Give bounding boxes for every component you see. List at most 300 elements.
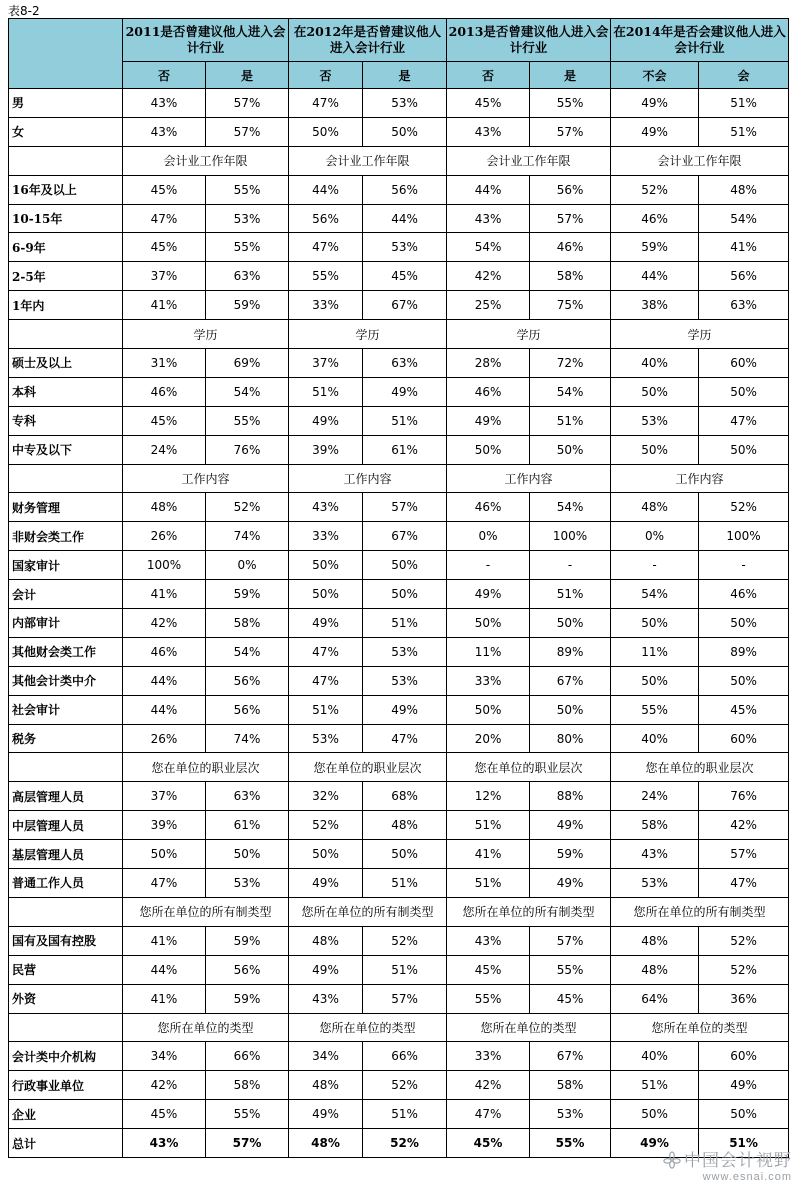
value-cell: 37% [123, 262, 206, 291]
value-cell: 50% [289, 551, 363, 580]
value-cell: 63% [363, 349, 447, 378]
table-row [9, 695, 789, 724]
value-cell: 46% [447, 377, 530, 406]
value-cell: 52% [699, 955, 789, 984]
value-cell: 50% [289, 117, 363, 146]
value-cell: 52% [611, 175, 699, 204]
value-cell: 55% [206, 1100, 289, 1129]
row-label: 内部审计 [9, 609, 123, 638]
value-cell: 31% [123, 349, 206, 378]
section-title: 您在单位的职业层次 [447, 753, 611, 782]
value-cell: 67% [363, 291, 447, 320]
value-cell: 45% [123, 233, 206, 262]
value-cell: 58% [611, 811, 699, 840]
value-cell: 58% [206, 609, 289, 638]
value-cell: 37% [123, 782, 206, 811]
value-cell: 67% [363, 522, 447, 551]
value-cell: 68% [363, 782, 447, 811]
section-title: 学历 [447, 320, 611, 349]
row-label: 财务管理 [9, 493, 123, 522]
value-cell: 42% [699, 811, 789, 840]
value-cell: 50% [611, 435, 699, 464]
value-cell: 45% [123, 175, 206, 204]
table-row [9, 1042, 789, 1071]
value-cell: 50% [206, 840, 289, 869]
section-row [9, 753, 789, 782]
flower-logo-icon [663, 1151, 681, 1169]
value-cell: 50% [699, 666, 789, 695]
row-label: 总计 [9, 1129, 123, 1158]
value-cell: 41% [123, 984, 206, 1013]
value-cell: 42% [123, 609, 206, 638]
section-row [9, 897, 789, 926]
survey-table [8, 18, 789, 1158]
table-caption: 表8-2 [8, 4, 40, 18]
value-cell: 50% [530, 695, 611, 724]
section-title: 您所在单位的类型 [289, 1013, 447, 1042]
value-cell: 47% [699, 869, 789, 898]
value-cell: 55% [530, 1129, 611, 1158]
row-label: 非财会类工作 [9, 522, 123, 551]
table-row [9, 262, 789, 291]
row-label: 16年及以上 [9, 175, 123, 204]
value-cell: 40% [611, 724, 699, 753]
table-body [9, 89, 789, 1158]
table-row [9, 1100, 789, 1129]
value-cell: 46% [530, 233, 611, 262]
value-cell: 11% [611, 637, 699, 666]
value-cell: 74% [206, 522, 289, 551]
value-cell: 48% [611, 926, 699, 955]
value-cell: 53% [289, 724, 363, 753]
value-cell: 50% [611, 377, 699, 406]
value-cell: 56% [363, 175, 447, 204]
value-cell: 53% [363, 666, 447, 695]
section-title: 工作内容 [611, 464, 789, 493]
value-cell: 53% [363, 637, 447, 666]
section-title: 会计业工作年限 [611, 146, 789, 175]
section-title: 学历 [611, 320, 789, 349]
value-cell: 41% [447, 840, 530, 869]
value-cell: 45% [699, 695, 789, 724]
row-label: 税务 [9, 724, 123, 753]
value-cell: 51% [447, 811, 530, 840]
row-label: 硕士及以上 [9, 349, 123, 378]
value-cell: 44% [123, 695, 206, 724]
value-cell: 44% [363, 204, 447, 233]
value-cell: 51% [699, 1129, 789, 1158]
value-cell: 54% [206, 637, 289, 666]
header-year-2012: 在2012年是否曾建议他人进入会计行业 [289, 19, 447, 62]
value-cell: 46% [611, 204, 699, 233]
value-cell: 50% [123, 840, 206, 869]
value-cell: 53% [530, 1100, 611, 1129]
table-row [9, 782, 789, 811]
row-label: 民营 [9, 955, 123, 984]
value-cell: 45% [447, 955, 530, 984]
table-row [9, 291, 789, 320]
value-cell: 48% [289, 1129, 363, 1158]
value-cell: 50% [611, 609, 699, 638]
value-cell: 57% [363, 984, 447, 1013]
value-cell: 39% [289, 435, 363, 464]
value-cell: 59% [611, 233, 699, 262]
value-cell: 52% [363, 926, 447, 955]
value-cell: 80% [530, 724, 611, 753]
value-cell: 40% [611, 1042, 699, 1071]
section-title: 您所在单位的类型 [611, 1013, 789, 1042]
value-cell: 48% [289, 1071, 363, 1100]
value-cell: 47% [447, 1100, 530, 1129]
value-cell: 100% [123, 551, 206, 580]
value-cell: 56% [206, 695, 289, 724]
value-cell: 46% [123, 377, 206, 406]
value-cell: 57% [530, 926, 611, 955]
value-cell: 42% [123, 1071, 206, 1100]
value-cell: 63% [206, 782, 289, 811]
table-row [9, 406, 789, 435]
section-row [9, 320, 789, 349]
value-cell: 54% [206, 377, 289, 406]
value-cell: 39% [123, 811, 206, 840]
value-cell: 60% [699, 1042, 789, 1071]
value-cell: 66% [206, 1042, 289, 1071]
value-cell: 51% [289, 377, 363, 406]
header-sub: 是 [363, 62, 447, 89]
value-cell: 52% [363, 1071, 447, 1100]
header-corner [9, 19, 123, 89]
row-label: 其他会计类中介 [9, 666, 123, 695]
table-row [9, 233, 789, 262]
value-cell: 46% [123, 637, 206, 666]
value-cell: 54% [447, 233, 530, 262]
value-cell: 41% [123, 926, 206, 955]
value-cell: 54% [611, 580, 699, 609]
value-cell: 28% [447, 349, 530, 378]
table-row [9, 89, 789, 118]
value-cell: 59% [206, 291, 289, 320]
value-cell: 53% [206, 204, 289, 233]
value-cell: 58% [530, 262, 611, 291]
value-cell: 51% [363, 1100, 447, 1129]
value-cell: 48% [123, 493, 206, 522]
value-cell: - [530, 551, 611, 580]
row-label: 中专及以下 [9, 435, 123, 464]
value-cell: 47% [699, 406, 789, 435]
row-label: 其他财会类工作 [9, 637, 123, 666]
value-cell: 0% [611, 522, 699, 551]
value-cell: 50% [363, 551, 447, 580]
value-cell: 53% [206, 869, 289, 898]
row-label: 普通工作人员 [9, 869, 123, 898]
row-label: 专科 [9, 406, 123, 435]
header-year-2011: 2011是否曾建议他人进入会计行业 [123, 19, 289, 62]
value-cell: 32% [289, 782, 363, 811]
section-row [9, 1013, 789, 1042]
value-cell: 45% [123, 406, 206, 435]
value-cell: 63% [699, 291, 789, 320]
value-cell: 50% [363, 580, 447, 609]
value-cell: 56% [289, 204, 363, 233]
value-cell: 44% [123, 666, 206, 695]
section-label-cell [9, 146, 123, 175]
value-cell: 50% [447, 695, 530, 724]
value-cell: 24% [123, 435, 206, 464]
value-cell: 50% [699, 609, 789, 638]
value-cell: 57% [363, 493, 447, 522]
section-title: 您在单位的职业层次 [123, 753, 289, 782]
table-row [9, 1071, 789, 1100]
value-cell: 57% [530, 117, 611, 146]
section-title: 您在单位的职业层次 [289, 753, 447, 782]
value-cell: 51% [363, 406, 447, 435]
value-cell: 48% [611, 493, 699, 522]
header-sub: 不会 [611, 62, 699, 89]
value-cell: 26% [123, 724, 206, 753]
value-cell: 34% [123, 1042, 206, 1071]
section-label-cell [9, 464, 123, 493]
table-row [9, 493, 789, 522]
value-cell: - [699, 551, 789, 580]
value-cell: 25% [447, 291, 530, 320]
value-cell: 55% [206, 406, 289, 435]
value-cell: 49% [530, 869, 611, 898]
value-cell: 49% [699, 1071, 789, 1100]
value-cell: 38% [611, 291, 699, 320]
value-cell: 60% [699, 349, 789, 378]
value-cell: 49% [289, 1100, 363, 1129]
watermark-url: www.esnai.com [702, 1171, 792, 1183]
value-cell: 53% [611, 406, 699, 435]
row-label: 国有及国有控股 [9, 926, 123, 955]
table-row [9, 811, 789, 840]
value-cell: 44% [123, 955, 206, 984]
value-cell: 49% [363, 695, 447, 724]
table-row [9, 435, 789, 464]
value-cell: 50% [530, 609, 611, 638]
value-cell: 51% [363, 869, 447, 898]
value-cell: 47% [289, 233, 363, 262]
section-title: 会计业工作年限 [123, 146, 289, 175]
value-cell: 47% [123, 204, 206, 233]
value-cell: 44% [289, 175, 363, 204]
value-cell: 66% [363, 1042, 447, 1071]
header-sub: 会 [699, 62, 789, 89]
value-cell: 51% [363, 609, 447, 638]
section-title: 您所在单位的所有制类型 [447, 897, 611, 926]
value-cell: 0% [206, 551, 289, 580]
value-cell: 57% [206, 1129, 289, 1158]
value-cell: 49% [289, 955, 363, 984]
section-label-cell [9, 897, 123, 926]
value-cell: 44% [447, 175, 530, 204]
table-row [9, 580, 789, 609]
value-cell: 47% [289, 666, 363, 695]
row-label: 基层管理人员 [9, 840, 123, 869]
value-cell: 48% [289, 926, 363, 955]
table-row [9, 840, 789, 869]
table-row [9, 117, 789, 146]
value-cell: 47% [289, 637, 363, 666]
value-cell: 67% [530, 666, 611, 695]
value-cell: 53% [363, 89, 447, 118]
section-title: 您所在单位的类型 [123, 1013, 289, 1042]
value-cell: 75% [530, 291, 611, 320]
value-cell: 50% [699, 1100, 789, 1129]
table-row [9, 724, 789, 753]
value-cell: 33% [447, 1042, 530, 1071]
value-cell: 51% [447, 869, 530, 898]
value-cell: 48% [363, 811, 447, 840]
value-cell: 36% [699, 984, 789, 1013]
header-sub: 否 [447, 62, 530, 89]
value-cell: 49% [447, 580, 530, 609]
watermark-title: 中国会计视野 [684, 1151, 792, 1170]
row-label: 10-15年 [9, 204, 123, 233]
section-title: 您在单位的职业层次 [611, 753, 789, 782]
value-cell: 59% [530, 840, 611, 869]
value-cell: 50% [447, 609, 530, 638]
value-cell: 52% [363, 1129, 447, 1158]
value-cell: 72% [530, 349, 611, 378]
value-cell: 46% [699, 580, 789, 609]
value-cell: 51% [611, 1071, 699, 1100]
value-cell: 49% [289, 869, 363, 898]
value-cell: 44% [611, 262, 699, 291]
value-cell: 52% [289, 811, 363, 840]
value-cell: 11% [447, 637, 530, 666]
value-cell: 58% [206, 1071, 289, 1100]
value-cell: 43% [123, 1129, 206, 1158]
value-cell: 49% [363, 377, 447, 406]
value-cell: 50% [530, 435, 611, 464]
value-cell: 48% [699, 175, 789, 204]
value-cell: 56% [530, 175, 611, 204]
section-label-cell [9, 1013, 123, 1042]
value-cell: 43% [447, 204, 530, 233]
value-cell: 34% [289, 1042, 363, 1071]
value-cell: 49% [611, 89, 699, 118]
value-cell: 55% [206, 233, 289, 262]
value-cell: 47% [363, 724, 447, 753]
row-label: 外资 [9, 984, 123, 1013]
table-row [9, 377, 789, 406]
value-cell: 45% [530, 984, 611, 1013]
value-cell: 41% [123, 291, 206, 320]
value-cell: 50% [289, 580, 363, 609]
value-cell: 50% [447, 435, 530, 464]
table-row [9, 349, 789, 378]
row-label: 女 [9, 117, 123, 146]
table-row [9, 984, 789, 1013]
value-cell: 58% [530, 1071, 611, 1100]
section-title: 会计业工作年限 [447, 146, 611, 175]
value-cell: 33% [447, 666, 530, 695]
value-cell: 51% [363, 955, 447, 984]
value-cell: - [611, 551, 699, 580]
value-cell: 26% [123, 522, 206, 551]
section-row [9, 464, 789, 493]
value-cell: 43% [447, 117, 530, 146]
value-cell: 53% [611, 869, 699, 898]
value-cell: 57% [530, 204, 611, 233]
row-label: 1年内 [9, 291, 123, 320]
value-cell: 57% [206, 89, 289, 118]
value-cell: 89% [530, 637, 611, 666]
row-label: 2-5年 [9, 262, 123, 291]
value-cell: 49% [530, 811, 611, 840]
value-cell: 51% [530, 406, 611, 435]
header-year-2014: 在2014年是否会建议他人进入会计行业 [611, 19, 789, 62]
row-label: 6-9年 [9, 233, 123, 262]
value-cell: 40% [611, 349, 699, 378]
value-cell: 54% [699, 204, 789, 233]
value-cell: 61% [363, 435, 447, 464]
section-title: 工作内容 [289, 464, 447, 493]
value-cell: 49% [289, 609, 363, 638]
section-label-cell [9, 320, 123, 349]
value-cell: 60% [699, 724, 789, 753]
value-cell: 56% [206, 955, 289, 984]
value-cell: 43% [289, 984, 363, 1013]
value-cell: 55% [530, 955, 611, 984]
value-cell: 33% [289, 291, 363, 320]
section-title: 学历 [289, 320, 447, 349]
row-label: 社会审计 [9, 695, 123, 724]
value-cell: 20% [447, 724, 530, 753]
value-cell: 55% [447, 984, 530, 1013]
value-cell: 54% [530, 377, 611, 406]
row-label: 中层管理人员 [9, 811, 123, 840]
table-row [9, 869, 789, 898]
value-cell: 46% [447, 493, 530, 522]
value-cell: 43% [123, 117, 206, 146]
value-cell: 45% [123, 1100, 206, 1129]
section-title: 您所在单位的所有制类型 [289, 897, 447, 926]
value-cell: 48% [611, 955, 699, 984]
value-cell: 49% [447, 406, 530, 435]
value-cell: 45% [447, 89, 530, 118]
header-year-2013: 2013是否曾建议他人进入会计行业 [447, 19, 611, 62]
value-cell: 53% [363, 233, 447, 262]
header-sub: 否 [289, 62, 363, 89]
value-cell: 41% [123, 580, 206, 609]
value-cell: 56% [699, 262, 789, 291]
section-row [9, 146, 789, 175]
value-cell: 50% [363, 840, 447, 869]
header-sub: 否 [123, 62, 206, 89]
section-title: 您所在单位的所有制类型 [611, 897, 789, 926]
table-row [9, 926, 789, 955]
table-row [9, 522, 789, 551]
value-cell: 59% [206, 926, 289, 955]
value-cell: 50% [289, 840, 363, 869]
value-cell: 52% [699, 493, 789, 522]
value-cell: 37% [289, 349, 363, 378]
row-label: 企业 [9, 1100, 123, 1129]
section-title: 工作内容 [123, 464, 289, 493]
section-title: 学历 [123, 320, 289, 349]
value-cell: 50% [699, 435, 789, 464]
value-cell: 57% [699, 840, 789, 869]
row-label: 国家审计 [9, 551, 123, 580]
value-cell: 45% [363, 262, 447, 291]
value-cell: 69% [206, 349, 289, 378]
value-cell: 45% [447, 1129, 530, 1158]
table-row [9, 551, 789, 580]
value-cell: 49% [289, 406, 363, 435]
row-label: 男 [9, 89, 123, 118]
